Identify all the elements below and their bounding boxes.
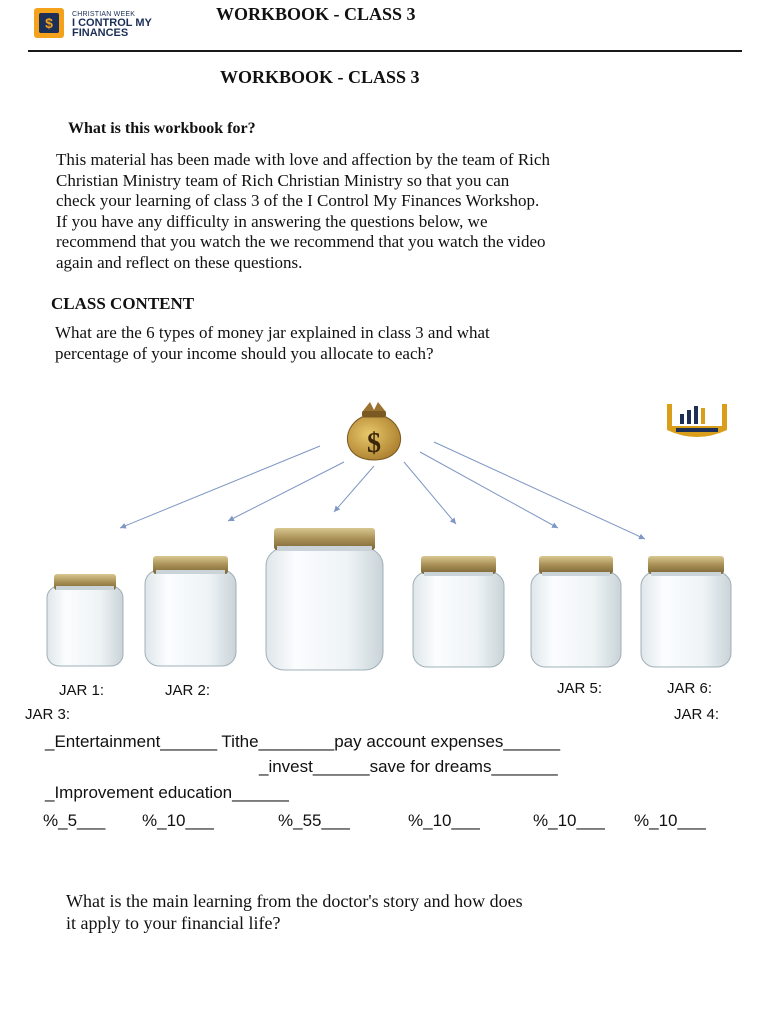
header-divider	[28, 50, 742, 52]
brand-logo	[34, 8, 164, 44]
jar-6	[641, 556, 731, 667]
jar-1-label: JAR 1:	[59, 682, 105, 699]
jar-5	[531, 556, 621, 667]
jar-1	[47, 574, 123, 666]
question-line: it apply to your financial life?	[66, 913, 281, 933]
jar-5-label: JAR 5:	[557, 680, 603, 697]
purpose-line: This material has been made with love and affection by the team of Rich	[56, 150, 550, 169]
arrow-to-jar-2	[228, 462, 344, 521]
purpose-line: again and reflect on these questions.	[56, 252, 303, 272]
percentage-4: %_10___	[408, 811, 480, 830]
purpose-line: If you have any difficulty in answering the questions below, we	[56, 211, 488, 231]
arrow-to-jar-4	[404, 462, 456, 524]
arrow-to-jar-3	[334, 466, 374, 512]
money-bag-icon	[347, 402, 400, 460]
purpose-heading: What is this workbook for?	[68, 120, 256, 137]
percentage-5: %_10___	[533, 811, 605, 830]
percentage-3: %_55___	[278, 811, 350, 830]
question-line: What are the 6 types of money jar explained in class 3 and what	[55, 323, 490, 342]
jar-4	[413, 556, 504, 667]
svg-text:$: $	[367, 428, 381, 459]
purpose-line: check your learning of class 3 of the I Control My Finances Workshop.	[56, 191, 540, 210]
purpose-line: Christian Ministry team of Rich Christian Ministry so that you can	[56, 170, 510, 190]
jar-3	[266, 528, 383, 670]
answer-line-2: _invest______save for dreams_______	[259, 757, 558, 776]
jar-6-label: JAR 6:	[667, 680, 713, 697]
header-title: WORKBOOK - CLASS 3	[216, 4, 416, 24]
class-content-heading: CLASS CONTENT	[51, 294, 195, 313]
logo-line-1: CHRISTIAN WEEK	[72, 11, 136, 18]
answer-line-3: _Improvement education______	[45, 783, 289, 802]
jar-2	[145, 556, 236, 666]
logo-line-2: I CONTROL MY	[72, 17, 152, 29]
purpose-paragraph	[56, 150, 736, 273]
emblem-icon	[667, 404, 727, 437]
question-line: percentage of your income should you allocate to each?	[55, 344, 434, 363]
logo-line-3: FINANCES	[72, 27, 129, 39]
percentage-6: %_10___	[634, 811, 706, 830]
purpose-line: recommend that you watch the we recommend that you watch the video	[56, 232, 546, 251]
arrow-to-jar-6	[434, 442, 645, 539]
jar-2-label: JAR 2:	[165, 682, 211, 699]
jar-3-label: JAR 3:	[25, 706, 71, 723]
percentage-2: %_10___	[142, 811, 214, 830]
doctor-story-question	[66, 890, 523, 934]
jar-question	[55, 322, 490, 364]
question-line: What is the main learning from the doctor's story and how does	[66, 891, 523, 911]
arrow-to-jar-1	[120, 446, 320, 528]
money-jars-illustration	[0, 380, 768, 680]
answer-line-1: _Entertainment______ Tithe________pay account expenses______	[45, 732, 561, 751]
percentage-1: %_5___	[43, 811, 106, 830]
jar-4-label: JAR 4:	[674, 706, 720, 723]
document-title: WORKBOOK - CLASS 3	[220, 67, 420, 87]
dollar-badge-icon: $	[34, 8, 64, 38]
